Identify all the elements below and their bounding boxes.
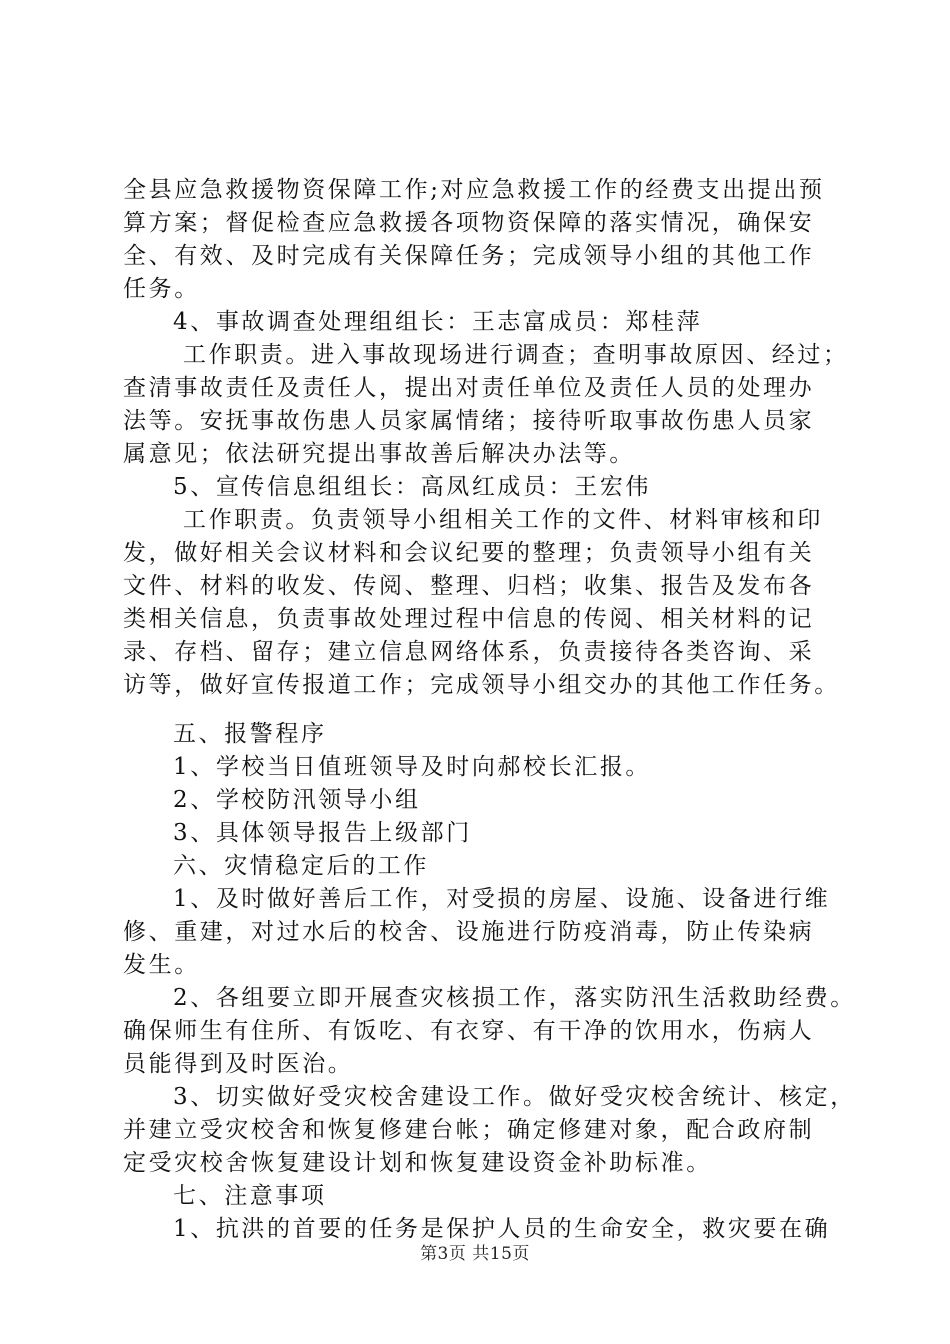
text-line: 修、重建，对过水后的校舍、设施进行防疫消毒，防止传染病	[123, 919, 815, 945]
text-line: 算方案；督促检查应急救援各项物资保障的落实情况，确保安	[123, 210, 815, 236]
text-line: 录、存档、留存；建立信息网络体系，负责接待各类咨询、采	[123, 639, 815, 665]
text-line: 任务。	[123, 276, 200, 302]
list-item: 1、抗洪的首要的任务是保护人员的生命安全，救灾要在确	[173, 1216, 831, 1242]
text-line: 员能得到及时医治。	[123, 1051, 354, 1077]
section-heading: 七、注意事项	[173, 1183, 327, 1209]
text-line: 文件、材料的收发、传阅、整理、归档；收集、报告及发布各	[123, 573, 815, 599]
text-line: 查清事故责任及责任人，提出对责任单位及责任人员的处理办	[123, 375, 815, 401]
paragraph-gap	[123, 702, 843, 718]
section-heading: 六、灾情稳定后的工作	[173, 853, 429, 879]
text-line: 并建立受灾校舍和恢复修建台帐；确定修建对象，配合政府制	[123, 1117, 815, 1143]
text-line: 确保师生有住所、有饭吃、有衣穿、有干净的饮用水，伤病人	[123, 1018, 815, 1044]
text-line: 法等。安抚事故伤患人员家属情绪；接待听取事故伤患人员家	[123, 408, 815, 434]
text-line: 发，做好相关会议材料和会议纪要的整理；负责领导小组有关	[123, 540, 815, 566]
section-heading: 4、事故调查处理组组长：王志富成员：郑桂萍	[173, 309, 703, 335]
text-line: 定受灾校舍恢复建设计划和恢复建设资金补助标准。	[123, 1150, 712, 1176]
page-footer: 第3页 共15页	[420, 1244, 530, 1264]
list-item: 3、切实做好受灾校舍建设工作。做好受灾校舍统计、核定，	[173, 1084, 856, 1110]
section-heading: 五、报警程序	[173, 721, 327, 747]
list-item: 3、具体领导报告上级部门	[173, 820, 472, 846]
text-line: 属意见；依法研究提出事故善后解决办法等。	[123, 441, 635, 467]
list-item: 1、及时做好善后工作，对受损的房屋、设施、设备进行维	[173, 886, 831, 912]
text-line: 发生。	[123, 952, 200, 978]
text-line: 类相关信息，负责事故处理过程中信息的传阅、相关材料的记	[123, 606, 815, 632]
text-line: 全县应急救援物资保障工作;对应急救援工作的经费支出提出预	[123, 177, 825, 203]
list-item: 2、学校防汛领导小组	[173, 787, 421, 813]
list-item: 2、各组要立即开展查灾核损工作，落实防汛生活救助经费。	[173, 985, 856, 1011]
text-line: 工作职责。进入事故现场进行调查；查明事故原因、经过；	[183, 342, 849, 368]
text-line: 全、有效、及时完成有关保障任务；完成领导小组的其他工作	[123, 243, 815, 269]
document-body	[123, 174, 856, 1246]
list-item: 1、学校当日值班领导及时向郝校长汇报。	[173, 754, 652, 780]
text-line: 工作职责。负责领导小组相关工作的文件、材料审核和印	[183, 507, 823, 533]
text-line: 访等，做好宣传报道工作；完成领导小组交办的其他工作任务。	[123, 672, 840, 698]
section-heading: 5、宣传信息组组长：高凤红成员：王宏伟	[173, 474, 652, 500]
